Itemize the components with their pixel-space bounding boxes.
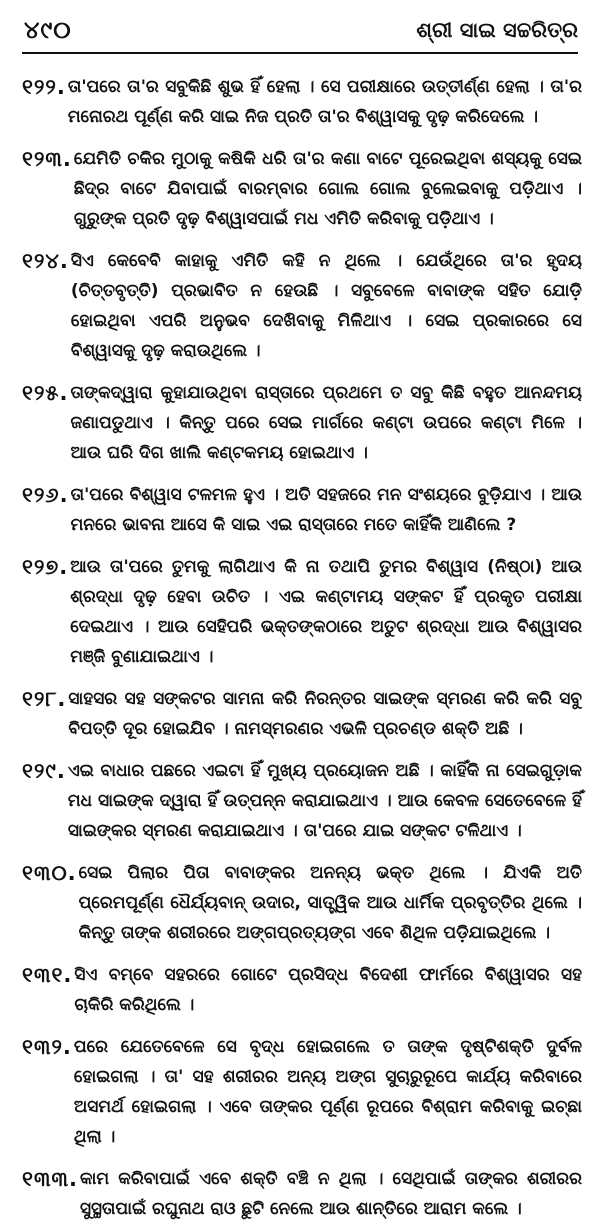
verse-number: ୧୨୯. (22, 759, 66, 783)
verse-text: ଏଇ ବାଧାର ପଛରେ ଏଇଟା ହିଁ ମୁଖ୍ୟ ପ୍ରୟୋଜନ ଅଛି । କାହିଁକି ନା ସେଇଗୁଡ଼ାକ ମଧ ସାଇଙ୍କ ଦ୍ୱାରା ହିଁ ଉତ୍ପନ୍ନ କରାଯାଇଥାଏ । ଆଉ କେବଳ ସେତେବେଳେ ହିଁ ସାଇଙ୍କର ସ୍ମରଣ କରାଯାଇଥାଏ । ତା'ପରେ ଯାଇ ସଙ୍କଟ ଟଳିଥାଏ । (67, 761, 582, 841)
verse-number: ୧୩୦. (22, 861, 77, 885)
verse-text: ସେଇ ପିଲାର ପିତା ବାବାଙ୍କର ଅନନ୍ୟ ଭକ୍ତ ଥିଲେ । ଯିଏକି ଅତି ପ୍ରେମପୂର୍ଣ୍ଣ ଧୈର୍ଯ୍ୟବାନ୍ ଉଦାର, ସାତ୍ତ୍ୱିକ ଆଉ ଧାର୍ମିକ ପ୍ରବୃତ୍ତିର ଥିଲେ । କିନ୍ତୁ ତାଙ୍କ ଶରୀରରେ ଅଙ୍ଗପ୍ରତ୍ୟଙ୍ଗ ଏବେ ଶିଥିଳ ପଡ଼ିଯାଇଥିଲେ । (78, 863, 582, 943)
page-header (22, 12, 578, 54)
verse-text: ସିଏ ବମ୍ବେ ସହରରେ ଗୋଟେ ପ୍ରସିଦ୍ଧ ବିଦେଶୀ ଫାର୍ମରେ ବିଶ୍ୱାସର ସହ ଚାକିରି କରିଥିଲେ । (74, 965, 582, 1015)
verse-130 (22, 858, 582, 948)
verse-122 (22, 72, 582, 132)
verse-number: ୧୩୧. (22, 963, 73, 987)
verse-number: ୧୨୨. (22, 75, 66, 99)
verse-number: ୧୨୪. (22, 249, 69, 273)
verse-129 (22, 756, 582, 846)
verse-text: ତା'ପରେ ତା'ର ସବୁକିଛି ଶୁଭ ହିଁ ହେଲା । ସେ ପରୀକ୍ଷାରେ ଉତ୍ତୀର୍ଣ୍ଣ ହେଲା । ତା'ର ମନୋରଥ ପୂର୍ଣ୍ଣ କରି ସାଇ ନିଜ ପ୍ରତି ତା'ର ବିଶ୍ୱାସକୁ ଦୃଢ଼ କରିଦେଲେ । (67, 77, 582, 127)
verse-number: ୧୨୭. (22, 555, 69, 579)
verse-text: ସିଏ କେବେବି କାହାକୁ ଏମିତି କହି ନ ଥିଲେ । ଯେଉଁଥିରେ ତା'ର ହୃଦୟ (ଚିତ୍ତବୃତ୍ତି) ପ୍ରଭାବିତ ନ ହେଉଛି । ସବୁବେଳେ ବାବାଙ୍କ ସହିତ ଯୋଡ଼ି ହୋଇଥିବା ଏପରି ଅନୁଭବ ଦେଖିବାକୁ ମିଳିଥାଏ । ସେଇ ପ୍ରକାରରେ ସେ ବିଶ୍ୱାସକୁ ଦୃଢ଼ କରାଉଥିଲେ । (70, 251, 582, 361)
verse-127 (22, 552, 582, 672)
verse-123 (22, 144, 582, 234)
verse-number: ୧୩୩. (22, 1167, 78, 1191)
verse-124 (22, 246, 582, 366)
verse-number: ୧୨୩. (22, 147, 72, 171)
verse-126 (22, 480, 582, 540)
running-title: ଶ୍ରୀ ସାଇ ସଚ୍ଚରିତ୍ର (416, 18, 578, 42)
verse-number: ୧୨୫. (22, 381, 69, 405)
page-number: ୪୯୦ (24, 16, 72, 44)
verse-131 (22, 960, 582, 1020)
verse-list (22, 72, 582, 1224)
verse-text: ତା'ପରେ ବିଶ୍ୱାସ ଟଳମଳ ହୁଏ । ଅତି ସହଜରେ ମନ ସଂଶୟରେ ବୁଡ଼ିଯାଏ । ଆଉ ମନରେ ଭାବନା ଆସେ କି ସାଇ ଏଇ ରାସ୍ତାରେ ମତେ କାହିଁକି ଆଣିଲେ ? (70, 485, 582, 535)
verse-text: ସାହସର ସହ ସଙ୍କଟର ସାମନା କରି ନିରନ୍ତର ସାଇଙ୍କ ସ୍ମରଣ କରି କରି ସବୁ ବିପତ୍ତି ଦୂର ହୋଇଯିବ । ନାମସ୍ମରଣର ଏଭଳି ପ୍ରଚଣ୍ଡ ଶକ୍ତି ଅଛି । (68, 689, 582, 739)
verse-132 (22, 1032, 582, 1152)
verse-125 (22, 378, 582, 468)
verse-text: ଆଉ ତା'ପରେ ତୁମକୁ ଲାଗିଥାଏ କି ନା ତଥାପି ତୁମର ବିଶ୍ୱାସ (ନିଷ୍ଠା) ଆଉ ଶ୍ରଦ୍ଧା ଦୃଢ଼ ହେବା ଉଚିତ । ଏଇ କଣ୍ଟାମୟ ସଙ୍କଟ ହିଁ ପ୍ରକୃତ ପରୀକ୍ଷା ଦେଇଥାଏ । ଆଉ ସେହିପରି ଭକ୍ତଙ୍କଠାରେ ଅତୁଟ ଶ୍ରଦ୍ଧା ଆଉ ବିଶ୍ୱାସର ମଞ୍ଜି ବୁଣାଯାଇଥାଏ । (70, 557, 582, 667)
verse-number: ୧୨୬. (22, 483, 69, 507)
verse-text: ତାଙ୍କଦ୍ୱାରା କୁହାଯାଉଥିବା ରାସ୍ତାରେ ପ୍ରଥମେ ତ ସବୁ କିଛି ବହୁତ ଆନନ୍ଦମୟ ଜଣାପଡୁଥାଏ । କିନ୍ତୁ ପରେ ସେଇ ମାର୍ଗରେ କଣ୍ଟା ଉପରେ କଣ୍ଟା ମିଳେ । ଆଉ ଘରି ଦିଗ ଖାଲି କଣ୍ଟକମୟ ହୋଇଥାଏ । (70, 383, 582, 463)
verse-text: ପରେ ଯେତେବେଳେ ସେ ବୃଦ୍ଧ ହୋଇଗଲେ ତ ତାଙ୍କ ଦୃଷ୍ଟିଶକ୍ତି ଦୁର୍ବଳ ହୋଇଗଲା । ତା' ସହ ଶରୀରର ଅନ୍ୟ ଅଙ୍ଗ ସୁଚାରୁରୂପେ କାର୍ଯ୍ୟ କରିବାରେ ଅସମର୍ଥ ହୋଇଗଲା । ଏବେ ତାଙ୍କର ପୂର୍ଣ୍ଣ ରୂପରେ ବିଶ୍ରାମ କରିବାକୁ ଇଚ୍ଛା ଥିଲା । (73, 1037, 582, 1147)
verse-128 (22, 684, 582, 744)
verse-text: କାମ କରିବାପାଇଁ ଏବେ ଶକ୍ତି ବଞ୍ଚି ନ ଥିଲା । ସେଥିପାଇଁ ତାଙ୍କର ଶରୀରର ସୁସ୍ଥତାପାଇଁ ରଘୁନାଥ ରାଓ ଛୁଟି ନେଲେ ଆଉ ଶାନ୍ତିରେ ଆରାମ କଲେ । (79, 1169, 582, 1219)
verse-133 (22, 1164, 582, 1224)
verse-text: ଯେମିତି ଚକିର ମୁଠାକୁ କଷିକି ଧରି ତା'ର କଣା ବାଟେ ପୂରେଇଥିବା ଶସ୍ୟକୁ ସେଇ ଛିଦ୍ର ବାଟେ ଯିବାପାଇଁ ବାରମ୍ବାର ଗୋଲ ଗୋଲ ବୁଲେଇବାକୁ ପଡ଼ିଥାଏ । ଗୁରୁଙ୍କ ପ୍ରତି ଦୃଢ଼ ବିଶ୍ୱାସପାଇଁ ମଧ ଏମିତି କରିବାକୁ ପଡ଼ିଥାଏ । (73, 149, 582, 229)
verse-number: ୧୩୨. (22, 1035, 72, 1059)
verse-number: ୧୨୮. (22, 687, 67, 711)
